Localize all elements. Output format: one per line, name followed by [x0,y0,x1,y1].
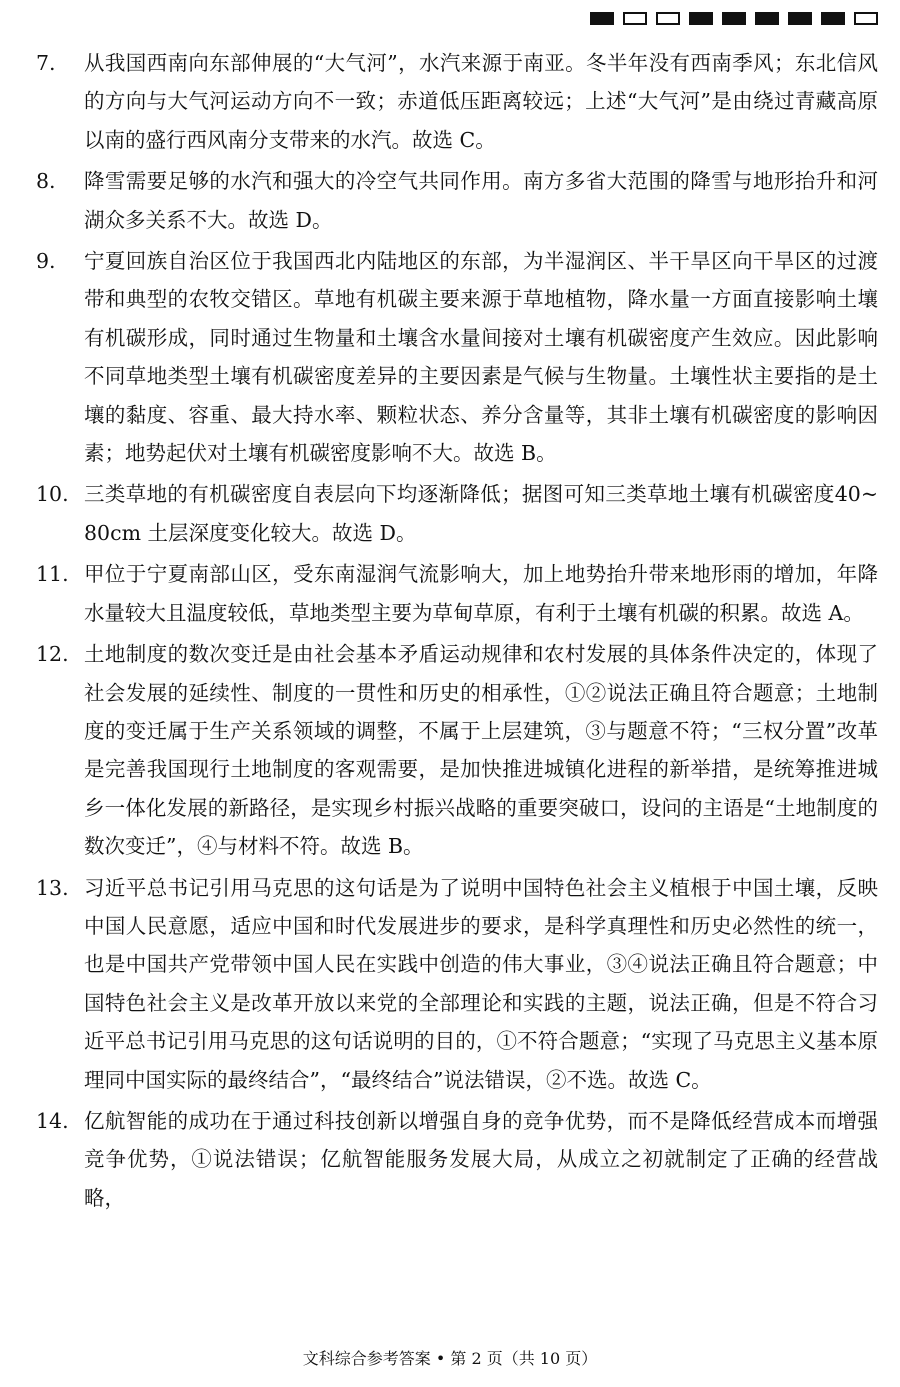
answer-number: 13. [36,875,69,900]
answer-number: 8. [36,169,56,194]
page-marker [689,12,713,25]
answer-text: 三类草地的有机碳密度自表层向下均逐渐降低；据图可知三类草地土壤有机碳密度40~80cm 土层深度变化较大。故选 D。 [84,482,878,545]
answer-item-12 [36,635,878,865]
answer-number: 9. [36,249,56,274]
page-footer: 文科综合参考答案 • 第 2 页（共 10 页） [302,1349,598,1368]
page-marker [656,12,680,25]
answer-number: 14. [36,1108,69,1133]
answer-number: 11. [36,562,69,587]
answer-item-11 [36,555,878,632]
answer-text: 从我国西南向东部伸展的“大气河”，水汽来源于南亚。冬半年没有西南季风；东北信风的方向与大气河运动方向不一致；赤道低压距离较远；上述“大气河”是由绕过青藏高原以南的盛行西风南分支带来的水汽。故选 C。 [84,51,878,152]
page-marker [788,12,812,25]
answer-text: 甲位于宁夏南部山区，受东南湿润气流影响大，加上地势抬升带来地形雨的增加，年降水量较大且温度较低，草地类型主要为草甸草原，有利于土壤有机碳的积累。故选 A。 [84,562,878,625]
answer-item-10 [36,475,878,552]
answer-item-13 [36,869,878,1099]
answer-text: 习近平总书记引用马克思的这句话是为了说明中国特色社会主义植根于中国土壤，反映中国人民意愿，适应中国和时代发展进步的要求，是科学真理性和历史必然性的统一，也是中国共产党带领中国人民在实践中创造的伟大事业，③④说法正确且符合题意；中国特色社会主义是改革开放以来党的全部理论和实践的主题，说法正确，但是不符合习近平总书记引用马克思的这句话说明的目的，①不符合题意；“实现了马克思主义基本原理同中国实际的最终结合”，“最终结合”说法错误，②不选。故选 C。 [84,875,878,1092]
page-marker [722,12,746,25]
page-marker [590,12,614,25]
answer-list [36,44,878,1220]
answer-number: 7. [36,51,56,75]
answer-text: 亿航智能的成功在于通过科技创新以增强自身的竞争优势，而不是降低经营成本而增强竞争优势，①说法错误；亿航智能服务发展大局，从成立之初就制定了正确的经营战略， [84,1108,878,1210]
page-marker-strip [590,12,878,25]
page-marker [623,12,647,25]
answer-number: 10. [36,482,69,507]
answer-text: 宁夏回族自治区位于我国西北内陆地区的东部，为半湿润区、半干旱区向干旱区的过渡带和典型的农牧交错区。草地有机碳主要来源于草地植物，降水量一方面直接影响土壤有机碳形成，同时通过生物量和土壤含水量间接对土壤有机碳密度产生效应。因此影响不同草地类型土壤有机碳密度差异的主要因素是气候与生物量。土壤性状主要指的是土壤的黏度、容重、最大持水率、颗粒状态、养分含量等，其非土壤有机碳密度的影响因素；地势起伏对土壤有机碳密度影响不大。故选 B。 [84,249,878,466]
answer-item-14 [36,1102,878,1217]
answer-number: 12. [36,642,69,667]
page-marker [854,12,878,25]
answer-item-7 [36,44,878,159]
answer-item-9 [36,242,878,472]
page-marker [821,12,845,25]
answer-item-8 [36,162,878,239]
page-marker [755,12,779,25]
answer-text: 降雪需要足够的水汽和强大的冷空气共同作用。南方多省大范围的降雪与地形抬升和河湖众多关系不大。故选 D。 [84,169,878,232]
answer-text: 土地制度的数次变迁是由社会基本矛盾运动规律和农村发展的具体条件决定的，体现了社会发展的延续性、制度的一贯性和历史的相承性，①②说法正确且符合题意；土地制度的变迁属于生产关系领域的调整，不属于上层建筑，③与题意不符；“三权分置”改革是完善我国现行土地制度的客观需要，是加快推进城镇化进程的新举措，是统筹推进城乡一体化发展的新路径，是实现乡村振兴战略的重要突破口，设问的主语是“土地制度的数次变迁”，④与材料不符。故选 B。 [84,642,878,859]
